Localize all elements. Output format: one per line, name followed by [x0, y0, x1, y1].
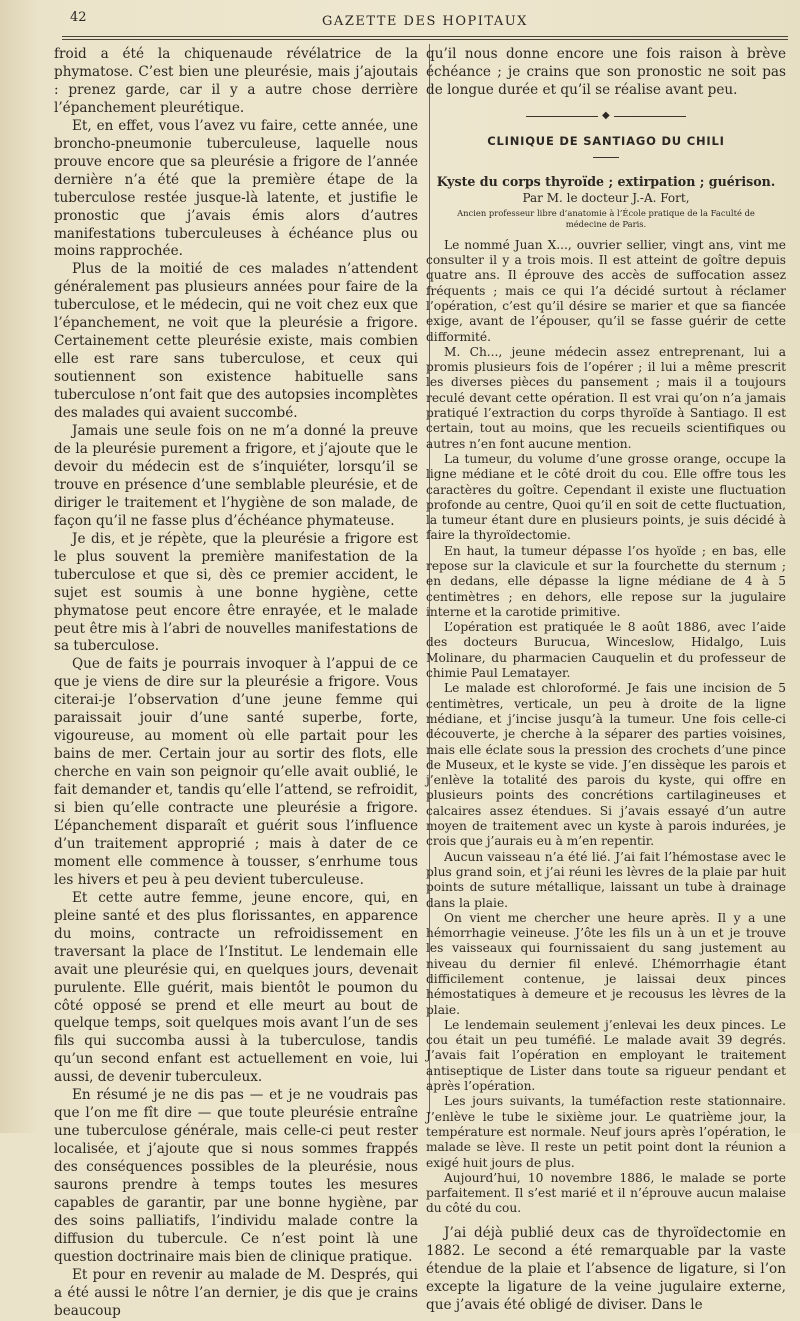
- paragraph: Le lendemain seulement j’enlevai les deux pinces. Le cou était un peu tuméfié. Le malade avait 39 degrés. J’avais fait l’opération en employant le traitement antiseptique de Lister dans toute sa rigueur pendant et après l’opération.: [426, 1017, 786, 1094]
- paragraph: La tumeur, du volume d’une grosse orange, occupe la ligne médiane et le côté droit du cou. Elle offre tous les caractères du goître. Cependant il existe une fluctuation profonde au centre, Quoi qu’il en soit de cette fluctuation, la tumeur étant dure en plusieurs points, je suis décidé à faire la thyroïdectomie.: [426, 451, 786, 543]
- paragraph: Le nommé Juan X..., ouvrier sellier, vingt ans, vint me consulter il y a trois mois. Il est atteint de goître depuis quatre ans. Il éprouve des accès de suffocation assez fréquents ; mais ce qui l’a décidé surtout à réclamer l’opération, c’est qu’il désire se marier et que sa fiancée exige, avant de l’épouser, qu’il se fasse guérir de cette difformité.: [426, 237, 786, 344]
- paragraph: On vient me chercher une heure après. Il y a une hémorrhagie veineuse. J’ôte les fils un à un et je trouve les vaisseaux qui fournissaient du sang justement au niveau du dernier fil enlevé. L’hémorrhagie étant difficilement contenue, je laissai deux pinces hémostatiques à demeure et je recousus les lèvres de la plaie.: [426, 910, 786, 1017]
- paragraph: En haut, la tumeur dépasse l’os hyoïde ; en bas, elle repose sur la clavicule et sur la fourchette du sternum ; en dedans, elle dépasse la ligne médiane de 4 à 5 centimètres ; en dehors, elle repose sur la jugulaire interne et la carotide primitive.: [426, 543, 786, 619]
- paragraph: Aucun vaisseau n’a été lié. J’ai fait l’hémostase avec le plus grand soin, et j’ai réuni les lèvres de la plaie par huit points de suture métallique, laissant un tube à drainage dans la plaie.: [426, 849, 786, 910]
- paragraph: Et, en effet, vous l’avez vu faire, cette année, une broncho-pneumonie tuberculeuse, laquelle nous prouve encore que sa pleurésie a frigore de l’année dernière n’a été que la première étape de la tuberculose restée jusque-là latente, et justifie le pronostic que j’avais émis alors d’autres manifestations tuberculeuses à échéance plus ou moins rapprochée.: [54, 117, 418, 260]
- author-affiliation: Ancien professeur libre d’anatomie à l’École pratique de la Faculté de médecine de Paris.: [457, 207, 755, 229]
- paragraph: L’opération est pratiquée le 8 août 1886, avec l’aide des docteurs Burucua, Winceslow, Hidalgo, Luis Molinare, du pharmacien Cauquelin et du professeur de chimie Paul Lematayer.: [426, 620, 786, 681]
- paragraph: En résumé je ne dis pas — et je ne voudrais pas que l’on me fît dire — que toute pleurésie entraîne une tuberculose générale, mais celle-ci peut rester localisée, et j’ajoute que si nous sommes frappés des conséquences possibles de la pleurésie, nous saurons prendre à temps toutes les mesures capables de garantir, par une bonne hygiène, par des soins palliatifs, l’individu malade contre la diffusion du tubercule. Ce n’est point là une question doctrinaire mais bien de clinique pratique.: [54, 1087, 418, 1265]
- paragraph: froid a été la chiquenaude révélatrice de la phymatose. C’est bien une pleurésie, mais j’ajoutais : prenez garde, car il y a autre chose derrière l’épanchement pleurétique.: [54, 46, 418, 116]
- paragraph: Les jours suivants, la tuméfaction reste stationnaire. J’enlève le tube le sixième jour. Le quatrième jour, la température est normale. Neuf jours après l’opération, le malade se lève. Il reste un petit point dont la réunion a exigé huit jours de plus.: [426, 1094, 786, 1170]
- paragraph: Plus de la moitié de ces malades n’attendent généralement pas plusieurs années pour faire de la tuberculose, et le médecin, qui ne voit chez eux que l’épanchement, ne voit que la pleurésie a frigore. Certainement cette pleurésie existe, mais combien elle est rare sans tuberculose, et ceux qui soutiennent son existence habituelle sans tuberculose n’ont fait que des autopsies incomplètes des malades qui avaient succombé.: [54, 261, 418, 422]
- byline: Par M. le docteur J.-A. Fort,: [522, 191, 690, 206]
- paragraph: Aujourd’hui, 10 novembre 1886, le malade se porte parfaitement. Il s’est marié et il n’éprouve aucun malaise du côté du cou.: [426, 1170, 786, 1216]
- left-column: [54, 46, 418, 1321]
- short-rule: [593, 157, 619, 158]
- section-title: CLINIQUE DE SANTIAGO DU CHILI: [487, 133, 725, 148]
- page-header: [62, 10, 788, 36]
- right-column: [426, 46, 786, 1315]
- paragraph: Le malade est chloroformé. Je fais une incision de 5 centimètres, verticale, un peu à droite de la ligne médiane, et j’incise jusqu’à la tumeur. Une fois celle-ci découverte, je cherche à la séparer des parties voisines, mais elle éclate sous la pression des crochets d’une pince de Museux, et le kyste se vide. J’en dissèque les parois et j’enlève la totalité des parois du kyste, qui offre en plusieurs points des concrétions cartilagineuses et calcaires assez étendues. Si j’avais essayé d’un autre moyen de traitement avec un kyste à parois indurées, je crois que j’aurais eu à m’en repentir.: [426, 681, 786, 849]
- paragraph: Jamais une seule fois on ne m’a donné la preuve de la pleurésie purement a frigore, et j’ajoute que le devoir du médecin est de s’inquiéter, lorsqu’il se trouve en présence d’une semblable pleurésie, et de diriger le traitement et l’hygiène de son malade, de façon qu’il ne fasse plus d’échéance phymateuse.: [54, 423, 418, 529]
- article-title: Kyste du corps thyroïde ; extirpation ; guérison.: [436, 174, 776, 190]
- ornament-divider: [526, 114, 686, 120]
- paragraph: Que de faits je pourrais invoquer à l’appui de ce que je viens de dire sur la pleurésie a frigore. Vous citerai-je l’observation d’une jeune femme qui paraissait jouir d’une santé superbe, forte, vigoureuse, au moment où elle partait pour les bains de mer. Certain jour au sortir des flots, elle cherche en vain son peignoir qu’elle avait oublié, le fait demander et, tandis qu’elle l’attend, se refroidit, si bien qu’elle contracte une pleurésie a frigore. L’épanchement disparaît et guérit sous l’influence d’un traitement approprié ; mais à dater de ce moment elle commence à tousser, s’enrhume tous les hivers et peu à peu devient tuberculeuse.: [54, 656, 418, 888]
- paragraph: Je dis, et je répète, que la pleurésie a frigore est le plus souvent la première manifestation de la tuberculose et que si, dès ce premier accident, le sujet est soumis à une bonne hygiène, cette phymatose peut encore être enrayée, et le malade peut être mis à l’abri de nouvelles manifestations de sa tuberculose.: [54, 530, 418, 655]
- paragraph: Et pour en revenir au malade de M. Després, qui a été aussi le nôtre l’an dernier, je dis que je crains beaucoup: [54, 1266, 418, 1319]
- closing-paragraph: J’ai déjà publié deux cas de thyroïdectomie en 1882. Le second a été remarquable par la vaste étendue de la plaie et l’absence de ligature, si l’on excepte la ligature de la veine jugulaire externe, que j’avais été obligé de diviser. Dans le: [426, 1224, 786, 1313]
- page-number: 42: [70, 10, 87, 25]
- running-title: GAZETTE DES HOPITAUX: [322, 14, 528, 29]
- paragraph: Et cette autre femme, jeune encore, qui, en pleine santé et des plus florissantes, en apparence du moins, contracte un refroidissement en traversant la place de l’Institut. Le lendemain elle avait une pleurésie qui, en quelques jours, devenait purulente. Elle guérit, mais bientôt le poumon du côté opposé se prend et elle meurt au bout de quelque temps, soit quelques mois avant l’un de ses fils qui succomba aussi à la tuberculose, tandis qu’un second enfant est actuellement en voie, lui aussi, de devenir tuberculeux.: [54, 889, 418, 1086]
- header-rule: [62, 36, 788, 40]
- continued-paragraph: qu’il nous donne encore une fois raison à brève échéance ; je crains que son pronostic ne soit pas de longue durée et qu’il se réalise avant peu.: [426, 46, 786, 98]
- paragraph: M. Ch..., jeune médecin assez entreprenant, lui a promis plusieurs fois de l’opérer ; il lui a même prescrit les diverses pièces du pansement ; mais il a toujours reculé devant cette opération. Il est vrai qu’on n’a jamais pratiqué l’extraction du corps thyroïde à Santiago. Il est certain, tout au moins, que les recueils scientifiques ou autres n’en font aucune mention.: [426, 344, 786, 451]
